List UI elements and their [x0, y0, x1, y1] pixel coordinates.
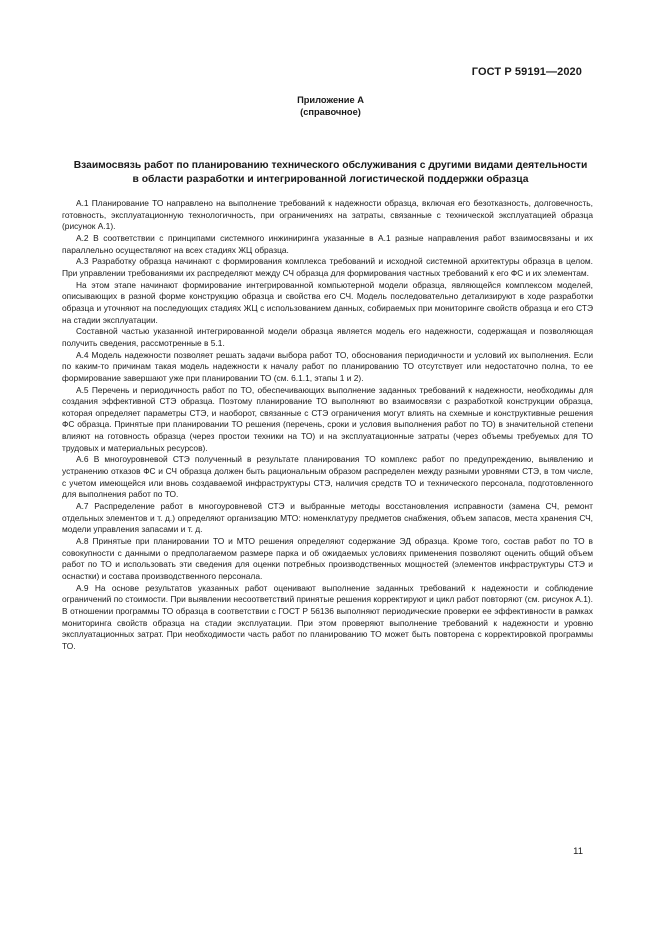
- paragraph: А.8 Принятые при планировании ТО и МТО решения определяют содержание ЭД образца. Кроме того, состав работ по ТО в совокупности с данными о предполагаемом размере парка и об ожидаемых условиях применения позволяют оценить общий объем работ по ТО и использовать эти сведения для оценки потребных производственных мощностей (элементов инфраструктуры СТЭ и оснастки) и состава производственного персонала.: [62, 536, 593, 581]
- appendix-heading: [0, 94, 661, 118]
- page-number: 11: [573, 846, 583, 857]
- paragraph: На этом этапе начинают формирование интегрированной компьютерной модели образца, являющейся комплексом моделей, описывающих в разной форме конструкцию образца и свойства его СЧ. Модель последовательно детализируют в ходе разработки образца и уточняют на последующих стадиях ЖЦ с использованием данных, собираемых при мониторинге свойств образца и его СТЭ на стадии эксплуатации.: [62, 279, 593, 325]
- paragraph: А.4 Модель надежности позволяет решать задачи выбора работ ТО, обоснования периодичности и условий их выполнения. Если по каким-то причинам такая модель надежности к началу работ по планированию ТО отсутствует или недостаточно полна, то ее формирование завершают уже при планировании ТО (см. 6.1.1, этапы 1 и 2).: [62, 349, 593, 383]
- paragraph: А.1 Планирование ТО направлено на выполнение требований к надежности образца, включая его безотказность, долговечность, готовность, эксплуатационную технологичность, при ограничениях на затраты, связанные с технической эксплуатацией образца (рисунок А.1).: [62, 198, 593, 232]
- paragraph: А.2 В соответствии с принципами системного инжиниринга указанные в А.1 разные направления работ взаимосвязаны и их параллельно осуществляют на всех стадиях ЖЦ образца.: [62, 232, 593, 255]
- document-code: ГОСТ Р 59191—2020: [471, 66, 582, 78]
- appendix-subtitle: (справочное): [300, 107, 361, 117]
- paragraph: А.9 На основе результатов указанных работ оценивают выполнение заданных требований к надежности и соблюдение ограничений по стоимости. При выявлении несоответствий принятые решения корректируют и цикл работ повторяют (см. рисунок А.1). В отношении программы ТО образца в соответствии с ГОСТ Р 56136 выполняют периодические проверки ее эффективности в рамках мониторинга свойств образца на стадии эксплуатации. При этом проверяют выполнение требований к надежности и уровню эксплуатационных затрат. При необходимости часть работ по планированию ТО может быть повторена с корректировкой программы ТО.: [62, 582, 593, 651]
- paragraph: А.7 Распределение работ в многоуровневой СТЭ и выбранные методы восстановления исправности (замена СЧ, ремонт отдельных элементов и т. д.) определяют организацию МТО: номенклатуру предметов снабжения, объем запасов, места хранения СЧ, модели управления запасами и т. д.: [62, 501, 593, 535]
- paragraph: А.6 В многоуровневой СТЭ полученный в результате планирования ТО комплекс работ по предупреждению, выявлению и устранению отказов ФС и СЧ образца должен быть рациональным образом распределен между разными уровнями СТЭ, в том числе, с учетом имеющейся или вновь создаваемой инфраструктуры СТЭ, наличия средств ТО и технического персонала, подготовленного для выполнения работ по ТО.: [62, 454, 593, 500]
- paragraph: А.3 Разработку образца начинают с формирования комплекса требований и исходной системной архитектуры образца в целом. При управлении требованиями их распределяют между СЧ образца для формирования частных требований к его ФС и их элементам.: [62, 256, 593, 278]
- section-title: Взаимосвязь работ по планированию технического обслуживания с другими видами деятельности в области разработки и интегрированной логистической поддержки образца: [73, 160, 588, 185]
- paragraph: Составной частью указанной интегрированной модели образца является модель его надежности, содержащая и позволяющая получить сведения, рассмотренные в 5.1.: [62, 326, 593, 348]
- paragraph: А.5 Перечень и периодичность работ по ТО, обеспечивающих выполнение заданных требований к надежности, необходимы для создания эффективной СТЭ образца. Поэтому планирование ТО выполняют во взаимосвязи с разработкой конструкции образца, которая определяет параметры СТЭ, и наоборот, связанные с СТЭ ограничения могут влиять на схемные и конструктивные решения ФС образца. Принятые при планировании ТО решения (перечень, сроки и условия выполнения работ по ТО) в значительной степени влияют на готовность образца (через простои техники на ТО) и на эксплуатационные затраты (через объемы требуемых для ТО трудовых и материальных ресурсов).: [62, 384, 593, 453]
- appendix-title: Приложение А: [297, 95, 364, 105]
- body-text: [62, 198, 593, 653]
